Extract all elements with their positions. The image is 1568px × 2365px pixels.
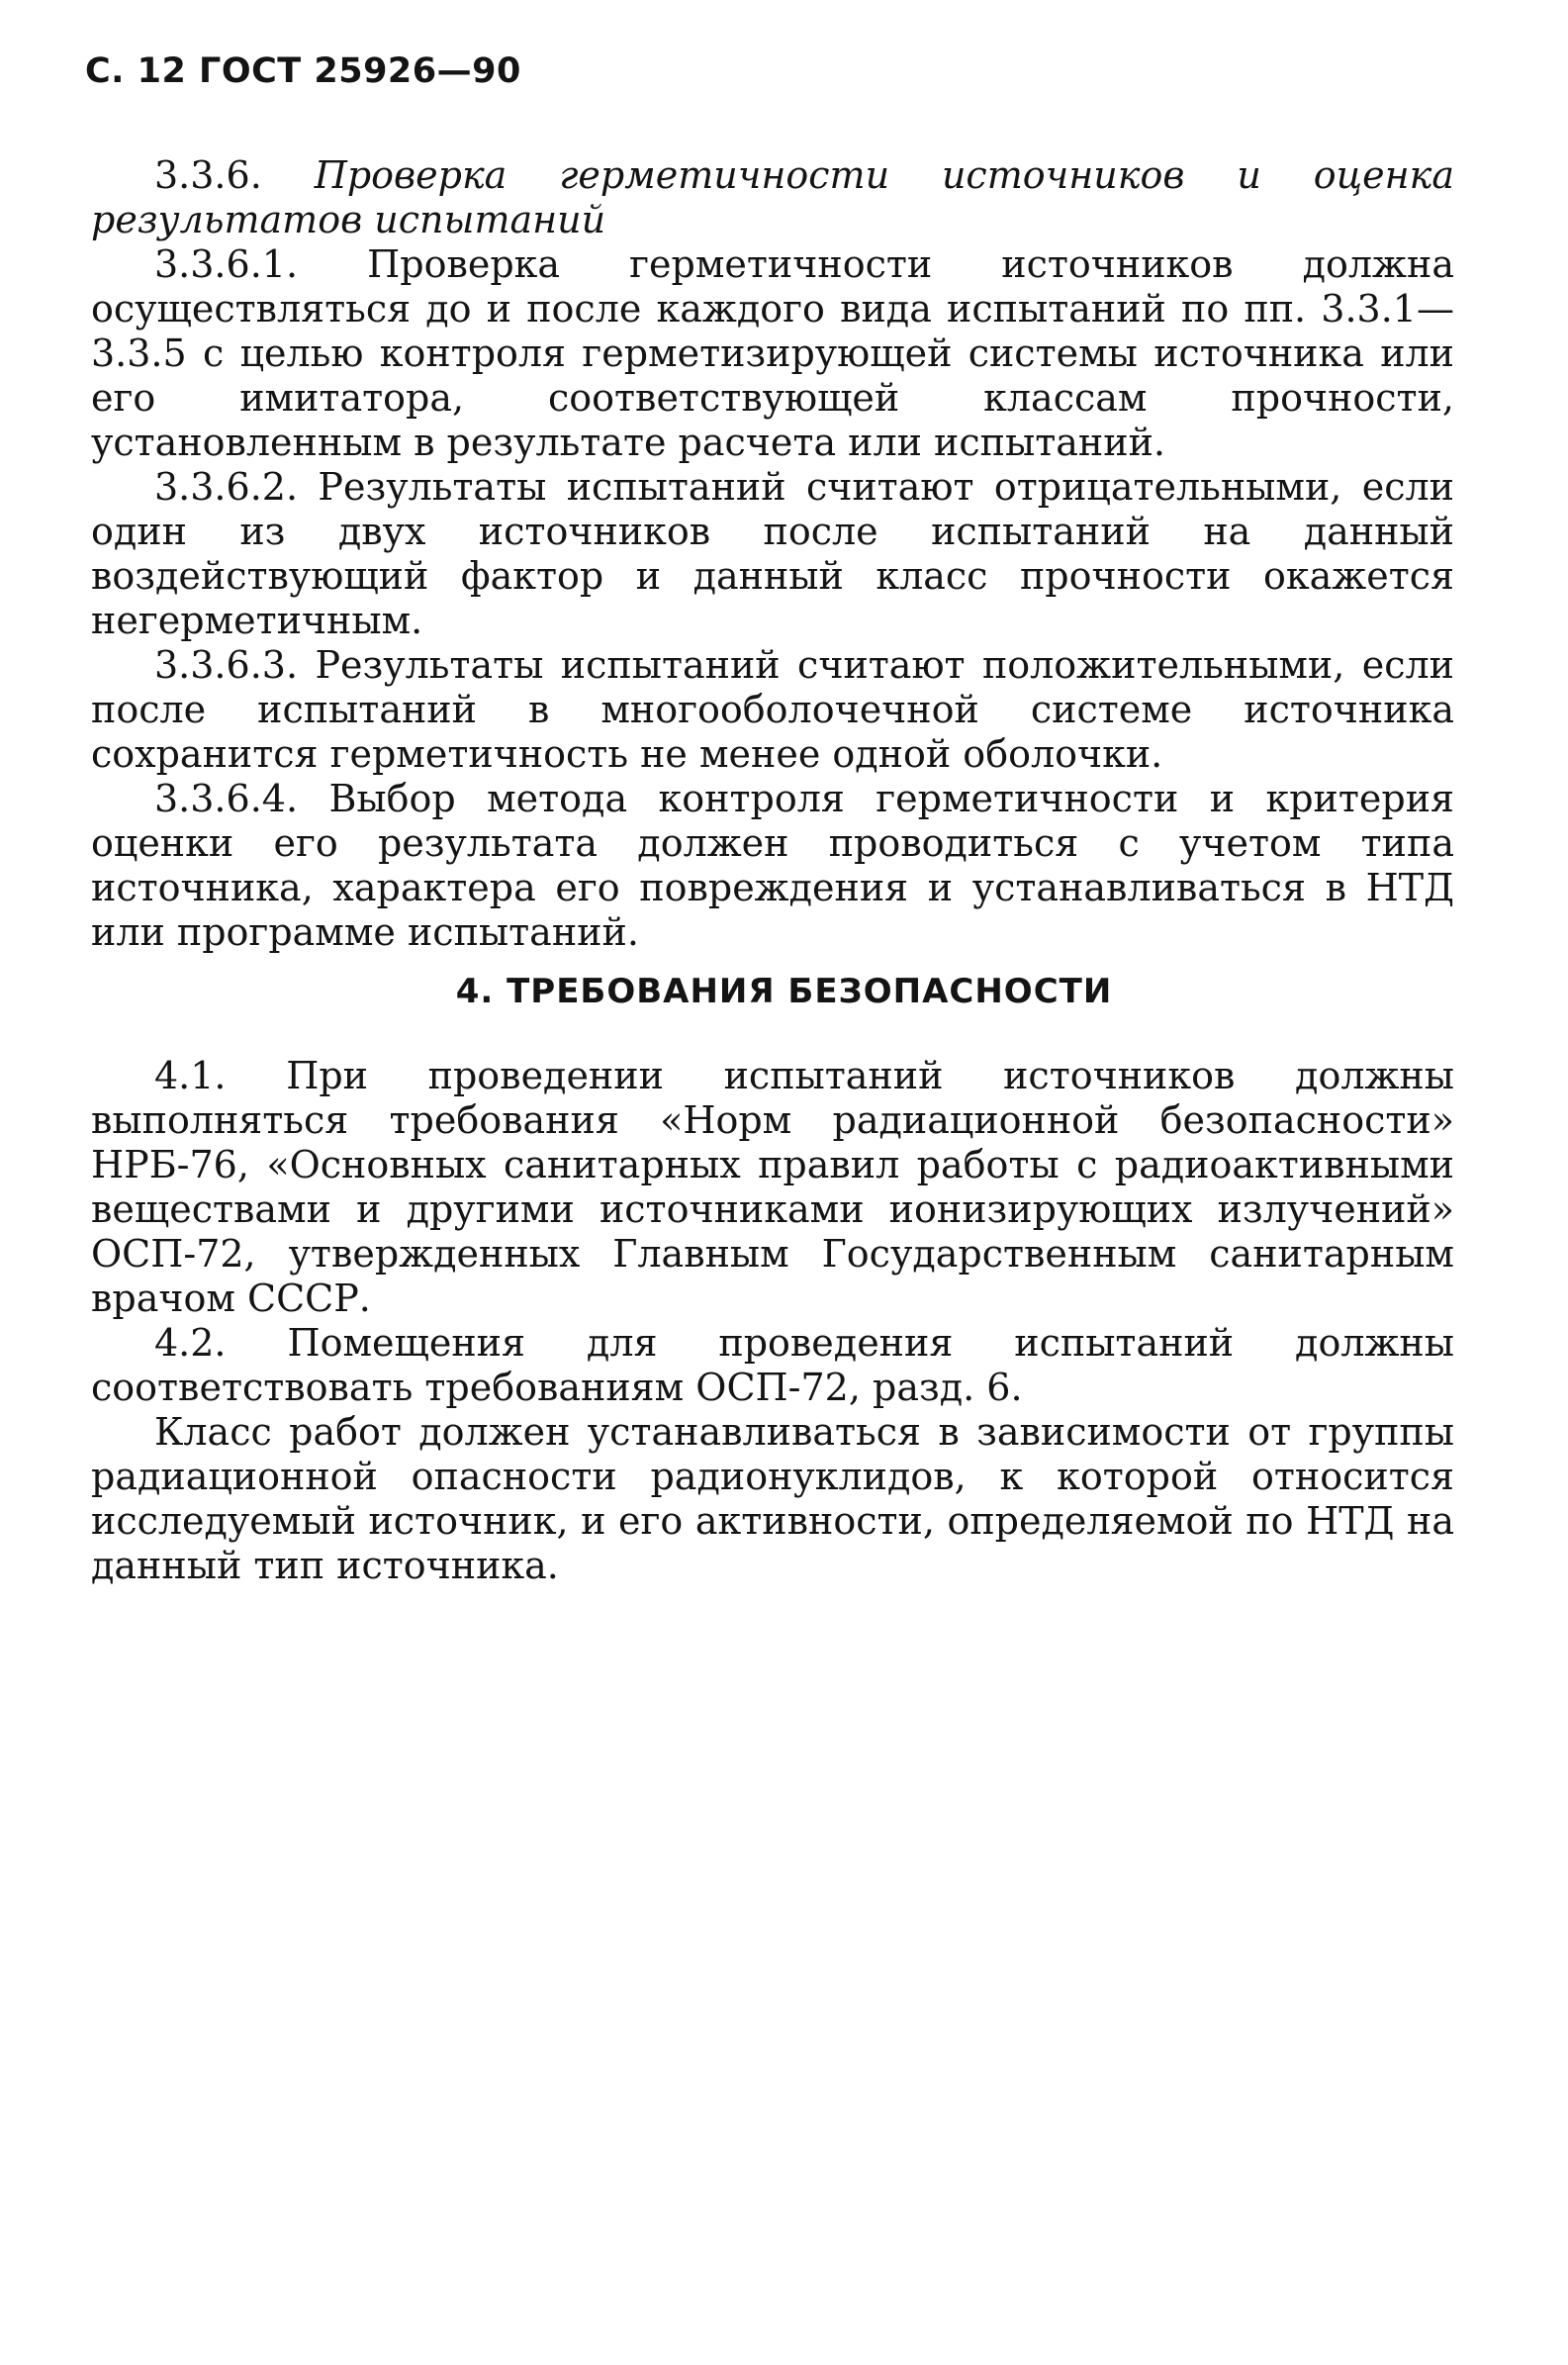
paragraph-text: Помещения для проведения испытаний должны соответствовать требованиям ОСП-72, разд. 6. — [91, 1321, 1454, 1409]
paragraph-3-3-6-3 — [91, 643, 1454, 777]
paragraph-4-1 — [91, 1054, 1454, 1321]
paragraph-text: При проведении испытаний источников должны выполняться требования «Норм радиационной безопасности» НРБ-76, «Основных санитарных правил работы с радиоактивными веществами и другими источниками ионизирующих излучений» ОСП-72, утвержденных Главным Государственным санитарным врачом СССР. — [91, 1054, 1454, 1320]
paragraph-work-class — [91, 1410, 1454, 1588]
paragraph-text: Класс работ должен устанавливаться в зависимости от группы радиационной опасности радионуклидов, к которой относится исследуемый источник, и его активности, определяемой по НТД на данный тип источника. — [91, 1410, 1454, 1587]
page-header: С. 12 ГОСТ 25926—90 — [85, 51, 521, 91]
paragraph-text: Выбор метода контроля герметичности и критерия оценки его результата должен проводиться с учетом типа источника, характера его повреждения и устанавливаться в НТД или программе испытаний. — [91, 777, 1454, 954]
paragraph-4-2 — [91, 1321, 1454, 1410]
paragraph-number: 4.1. — [154, 1054, 227, 1097]
paragraph-text: Результаты испытаний считают положительными, если после испытаний в многооболочечной системе источника сохранится герметичность не менее одной оболочки. — [91, 643, 1454, 776]
paragraph-number: 3.3.6. — [154, 153, 262, 197]
paragraph-number: 3.3.6.1. — [154, 242, 299, 286]
paragraph-heading: Проверка герметичности источников и оценка результатов испытаний — [91, 153, 1454, 241]
paragraph-text: Проверка герметичности источников должна осуществляться до и после каждого вида испытаний по пп. 3.3.1—3.3.5 с целью контроля герметизирующей системы источника или его имитатора, соответствующей классам прочности, установленным в результате расчета или испытаний. — [91, 242, 1454, 464]
paragraph-3-3-6-4 — [91, 777, 1454, 955]
paragraph-number: 4.2. — [154, 1321, 227, 1365]
paragraph-text: Результаты испытаний считают отрицательными, если один из двух источников после испытаний на данный воздействующий фактор и данный класс прочности окажется негерметичным. — [91, 465, 1454, 642]
section-4-title: 4. ТРЕБОВАНИЯ БЕЗОПАСНОСТИ — [455, 972, 1113, 1011]
paragraph-number: 3.3.6.4. — [154, 777, 299, 820]
paragraph-3-3-6-1 — [91, 242, 1454, 465]
section-3-body — [91, 153, 1454, 955]
section-4-body — [91, 1054, 1454, 1588]
paragraph-number: 3.3.6.2. — [154, 465, 299, 509]
paragraph-3-3-6-2 — [91, 465, 1454, 643]
paragraph-number: 3.3.6.3. — [154, 643, 299, 687]
paragraph-3-3-6 — [91, 153, 1454, 242]
